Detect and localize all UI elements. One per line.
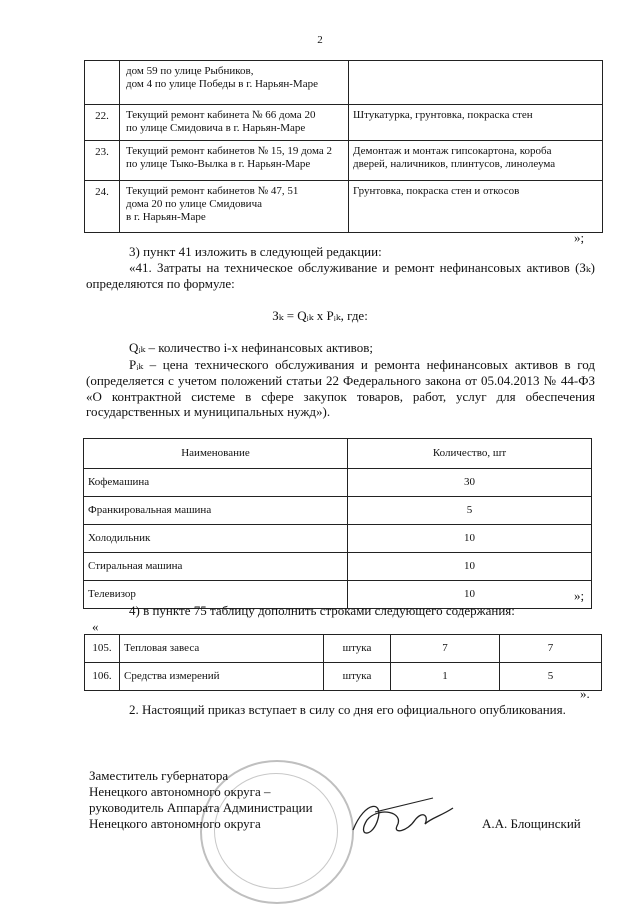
asset-qty: 10 xyxy=(348,581,592,609)
signatory-line: Ненецкого автономного округа – xyxy=(89,784,271,799)
item-value-a: 7 xyxy=(391,635,500,663)
formula: Зₖ = Qᵢₖ x Pᵢₖ, где: xyxy=(272,308,368,323)
work-name: дом 59 по улице Рыбников, дом 4 по улице Победы в г. Нарьян-Маре xyxy=(120,61,349,105)
table-header xyxy=(84,439,592,469)
signatory-name: А.А. Блощинский xyxy=(482,816,581,831)
table-row xyxy=(84,497,592,525)
asset-qty: 10 xyxy=(348,525,592,553)
asset-name: Стиральная машина xyxy=(84,553,348,581)
page-number: 2 xyxy=(317,34,323,46)
table-row xyxy=(84,525,592,553)
header-name: Наименование xyxy=(84,439,348,469)
work-name: Текущий ремонт кабинетов № 15, 19 дома 2 по улице Тыко-Вылка в г. Нарьян-Маре xyxy=(120,141,349,181)
paragraph-item41: «41. Затраты на техническое обслуживание и ремонт нефинансовых активов (Зₖ) определяются по формуле: xyxy=(86,260,595,291)
row-number: 23. xyxy=(85,141,120,181)
definition-p: Pᵢₖ – цена технического обслуживания и ремонта нефинансовых активов в год (определяется с учетом положений статьи 22 Федерального закона от 05.04.2013 № 44-ФЗ «О контрактной системе в сфере закупок товаров, работ, услуг для обеспечения государственных и муниципальных нужд»). xyxy=(86,357,595,420)
item-name: Средства измерений xyxy=(120,663,324,691)
closing-quote: »; xyxy=(574,230,585,245)
works-table xyxy=(84,60,603,233)
table-row xyxy=(85,105,603,141)
table-row xyxy=(85,61,603,105)
table-row xyxy=(85,663,602,691)
table-row xyxy=(84,553,592,581)
item-value-b: 5 xyxy=(500,663,602,691)
work-description xyxy=(349,61,603,105)
header-qty: Количество, шт xyxy=(348,439,592,469)
closing-quote-2: »; xyxy=(574,588,585,603)
work-name: Текущий ремонт кабинета № 66 дома 20 по улице Смидовича в г. Нарьян-Маре xyxy=(120,105,349,141)
row-number xyxy=(85,61,120,105)
item-value-b: 7 xyxy=(500,635,602,663)
asset-qty: 10 xyxy=(348,553,592,581)
addition-table xyxy=(84,634,602,691)
signatory-line: Ненецкого автономного округа xyxy=(89,816,261,831)
asset-qty: 30 xyxy=(348,469,592,497)
work-name: Текущий ремонт кабинетов № 47, 51 дома 20 по улице Смидовича в г. Нарьян-Маре xyxy=(120,181,349,233)
table-row xyxy=(85,141,603,181)
item-name: Тепловая завеса xyxy=(120,635,324,663)
table-row xyxy=(84,469,592,497)
row-number: 22. xyxy=(85,105,120,141)
assets-table xyxy=(83,438,592,609)
asset-qty: 5 xyxy=(348,497,592,525)
paragraph-item4: 4) в пункте 75 таблицу дополнить строками следующего содержания: xyxy=(129,603,515,618)
item-unit: штука xyxy=(324,635,391,663)
closing-quote-3: ». xyxy=(580,686,590,701)
asset-name: Холодильник xyxy=(84,525,348,553)
item-value-a: 1 xyxy=(391,663,500,691)
asset-name: Телевизор xyxy=(84,581,348,609)
asset-name: Кофемашина xyxy=(84,469,348,497)
table-row xyxy=(85,181,603,233)
definition-q: Qᵢₖ – количество i-х нефинансовых активов; xyxy=(129,340,373,355)
row-number: 105. xyxy=(85,635,120,663)
work-description: Штукатурка, грунтовка, покраска стен xyxy=(349,105,603,141)
signatory-line: Заместитель губернатора xyxy=(89,768,229,783)
paragraph-effective: 2. Настоящий приказ вступает в силу со дня его официального опубликования. xyxy=(129,702,566,717)
open-quote: « xyxy=(92,619,99,634)
signatory-block xyxy=(89,768,313,832)
table-row xyxy=(85,635,602,663)
signatory-line: руководитель Аппарата Администрации xyxy=(89,800,313,815)
work-description: Грунтовка, покраска стен и откосов xyxy=(349,181,603,233)
handwritten-signature xyxy=(345,790,460,850)
row-number: 24. xyxy=(85,181,120,233)
paragraph-item3: 3) пункт 41 изложить в следующей редакции: xyxy=(129,244,382,259)
asset-name: Франкировальная машина xyxy=(84,497,348,525)
item-unit: штука xyxy=(324,663,391,691)
row-number: 106. xyxy=(85,663,120,691)
work-description: Демонтаж и монтаж гипсокартона, короба дверей, наличников, плинтусов, линолеума xyxy=(349,141,603,181)
